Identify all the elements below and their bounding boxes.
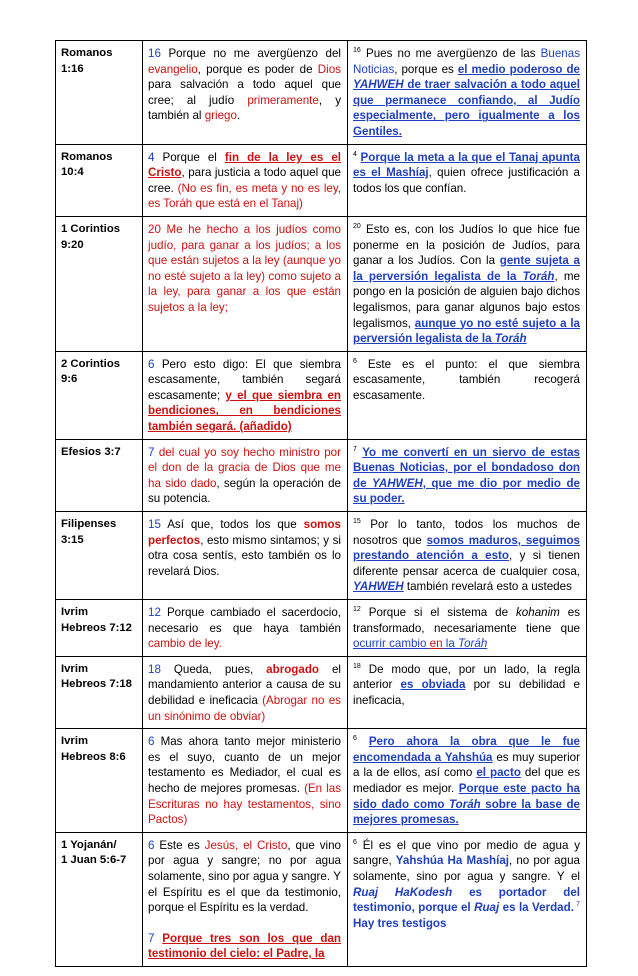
verse-reference-cell — [56, 512, 143, 600]
text-segment: también revelará esto a ustedes — [403, 580, 572, 594]
verse-reference-line: Romanos 10:4 — [61, 150, 113, 179]
verse-paragraph — [148, 46, 341, 124]
text-segment: De modo que, por un lado, la regla anterior — [353, 662, 580, 692]
text-segment: 7 — [148, 931, 163, 945]
text-segment: 6 — [148, 838, 160, 852]
text-segment: del que es mediador es mejor. — [353, 766, 581, 795]
text-segment: somos perfectos — [148, 518, 341, 547]
text-segment: , que me dio por medio de su poder. — [353, 476, 580, 506]
text-segment: , no por agua solamente, sino por agua y sangre. Y el — [353, 854, 580, 883]
nueva-traduccion-text-cell — [348, 216, 587, 351]
verse-reference-line: Hebreos 7:12 — [61, 621, 132, 634]
reina-valera-text-cell — [143, 144, 348, 216]
text-segment: , y si tienen diferente pensar acerca de cualquier cosa, — [353, 549, 580, 578]
text-segment: , y también al — [148, 93, 341, 123]
nueva-traduccion-text-cell — [348, 512, 587, 600]
reina-valera-text-cell — [143, 41, 348, 145]
text-segment: griego — [204, 109, 237, 123]
text-segment: Pero esto digo: El que siembra escasamente, también segará escasamente; — [148, 357, 342, 402]
verse-paragraph — [353, 150, 580, 197]
text-segment: es obviada — [400, 678, 466, 692]
text-segment: aunque yo no esté sujeto a la perversión legalista de la — [353, 316, 580, 346]
reina-valera-text-cell — [143, 832, 348, 966]
text-segment: primeramente — [247, 93, 319, 107]
text-segment: 12 — [148, 606, 167, 619]
text-segment: del cual yo soy hecho ministro por el don de la gracia de Dios que me ha sido dado — [148, 445, 341, 490]
verse-paragraph — [148, 734, 341, 828]
verse-number: 6 — [353, 838, 357, 846]
verse-number: 15 — [353, 518, 361, 526]
table-row — [56, 144, 587, 216]
nueva-traduccion-text-cell — [348, 832, 587, 966]
text-segment: es portador del testimonio, porque el — [353, 885, 580, 915]
text-segment: . — [236, 109, 241, 123]
table-row — [56, 832, 587, 966]
verse-number: 16 — [353, 47, 361, 55]
verse-paragraph — [353, 222, 580, 347]
table-row — [56, 729, 587, 833]
text-segment: , que vino por agua y sangre; no por agua solamente, sino por agua y sangre. Y el Espíritu es el que da testimonio, porque el Espíritu es la verdad. — [148, 838, 342, 915]
verse-reference-cell — [56, 656, 143, 728]
text-segment: (No es fin, es meta y no es ley, es Toráh que está en el Tanaj) — [148, 181, 341, 211]
text-segment: 4 — [148, 150, 163, 164]
text-segment: de traer salvación a todo aquel que permanece confiando, al Judío especialmente, pero igualmente a los Gentiles. — [353, 78, 580, 138]
verse-paragraph — [353, 838, 580, 932]
text-segment: en — [429, 637, 443, 651]
text-segment: es la Verdad. — [499, 901, 574, 915]
text-segment: por su debilidad e ineficacia, — [353, 678, 581, 707]
verse-paragraph — [353, 46, 580, 140]
verse-paragraph — [353, 734, 580, 828]
nueva-traduccion-text-cell — [348, 729, 587, 833]
verse-number: 6 — [353, 357, 357, 365]
text-segment: para salvación a todo aquel que cree; al judío — [148, 78, 341, 107]
verse-number: 7 — [573, 901, 580, 909]
text-segment: Toráh — [458, 637, 488, 651]
text-segment: , me pongo en la posición de alguien bajo dichos legalismos, para ganar algunos bajo estos legalismos, — [353, 269, 580, 330]
verse-reference-cell — [56, 144, 143, 216]
nueva-traduccion-text-cell — [348, 144, 587, 216]
verse-number: 7 — [353, 445, 357, 453]
text-segment: , porque es — [394, 62, 458, 76]
text-segment: YAHWEH — [353, 580, 404, 594]
text-segment: Porque la meta a la que el Tanaj apunta es el Mashíaj — [353, 150, 580, 180]
text-segment: Porque este pacto ha sido dado como — [353, 781, 580, 811]
text-segment: kohanim — [516, 606, 560, 619]
verse-paragraph — [148, 931, 341, 962]
text-segment: Queda, pues, — [173, 662, 267, 676]
reina-valera-text-cell — [143, 729, 348, 833]
verse-reference-line: Efesios 3:7 — [61, 445, 121, 458]
text-segment: Este es el punto: el que siembra escasamente, también recogerá escasamente. — [353, 357, 580, 402]
verse-reference-line: 1 Juan 5:6-7 — [61, 854, 127, 867]
verse-reference-line: Ivrim — [61, 606, 89, 618]
text-segment: Porque el — [162, 150, 225, 164]
table-row — [56, 600, 587, 657]
table-row — [56, 656, 587, 728]
text-segment: Toráh — [494, 332, 527, 346]
table-row — [56, 439, 587, 511]
text-segment: (Abrogar no es un sinónimo de obviar) — [148, 693, 341, 723]
nueva-traduccion-text-cell — [348, 600, 587, 657]
verse-reference-line: 1 Corintios — [61, 222, 120, 235]
verse-reference-cell — [56, 729, 143, 833]
verse-paragraph — [148, 605, 341, 652]
verse-paragraph — [148, 517, 341, 579]
text-segment: Yahshúa Ha Mashíaj — [395, 854, 510, 868]
text-segment: 6 — [148, 735, 161, 749]
table-row — [56, 351, 587, 439]
text-segment: Porque tres son los que dan testimonio del cielo: el Padre, la — [148, 931, 342, 961]
text-segment: Por lo tanto, todos los muchos de nosotros que — [353, 518, 580, 547]
text-segment: Este es — [159, 838, 205, 852]
verse-paragraph — [353, 445, 580, 507]
text-segment: , porque es poder de — [197, 62, 318, 76]
text-segment: Yo me convertí en un siervo de estas Buenas Noticias, por el bondadoso don de — [353, 445, 580, 490]
verse-reference-line: 2 Corintios 9:6 — [61, 357, 120, 386]
text-segment: Hay tres testigos — [353, 916, 447, 930]
verse-paragraph — [148, 445, 341, 507]
text-segment: Buenas Noticias — [353, 47, 580, 76]
text-segment: Mas ahora tanto mejor ministerio es el suyo, cuanto de un mejor testamento es Mediador, el cual es hecho de mejores promesas. — [148, 735, 342, 795]
verse-reference-line: Hebreos 8:6 — [61, 750, 126, 763]
verse-reference-cell — [56, 216, 143, 351]
text-segment: Toráh — [522, 269, 555, 283]
reina-valera-text-cell — [143, 512, 348, 600]
table-row — [56, 41, 587, 145]
text-segment: cambio de ley. — [148, 637, 222, 651]
verse-paragraph — [353, 357, 580, 404]
verse-number: 20 — [353, 223, 361, 231]
text-segment: abrogado — [266, 662, 319, 676]
text-segment: es transformado, necesariamente tiene que — [353, 606, 581, 635]
verse-reference-line: 1 Yojanán/ — [61, 838, 117, 851]
verse-number: 6 — [353, 735, 357, 743]
text-segment: YAHWEH — [353, 78, 404, 92]
text-segment: fin de la ley es el Cristo — [148, 150, 342, 180]
text-segment: el pacto — [476, 766, 521, 780]
verse-paragraph — [148, 838, 341, 916]
table-body — [56, 41, 587, 967]
text-segment: la — [442, 637, 459, 651]
verse-reference-cell — [56, 600, 143, 657]
text-segment: (En las Escrituras no hay testamentos, sino Pactos) — [148, 781, 341, 827]
verse-reference-line: Ivrim — [61, 662, 89, 675]
text-segment: ocurrir cambio — [353, 637, 430, 651]
text-segment: , quien ofrece justificación a todos los que confían. — [353, 166, 580, 195]
reina-valera-text-cell — [143, 600, 348, 657]
text-segment: el medio poderoso de — [457, 62, 580, 76]
text-segment: Esto es, con los Judíos lo que hice fue ponerme en la posición de Judíos, para ganar a los Judíos. Con la — [353, 222, 580, 268]
verse-number: 4 — [353, 150, 357, 158]
verse-reference-cell — [56, 439, 143, 511]
text-segment: , para justicia a todo aquel que cree. — [148, 166, 341, 195]
text-segment: Porque si el sistema de — [360, 606, 516, 619]
text-segment: Porque cambiado el sacerdocio, necesario es que haya también — [148, 606, 341, 635]
text-segment: Porque no me avergüenzo del — [168, 47, 341, 60]
table-row — [56, 216, 587, 351]
nueva-traduccion-text-cell — [348, 41, 587, 145]
reina-valera-text-cell — [143, 216, 348, 351]
text-segment: 18 — [148, 662, 174, 676]
verse-paragraph — [353, 605, 580, 652]
text-segment: 16 — [148, 47, 169, 60]
text-segment: y el que siembra en bendiciones, en bendiciones también segará. (añadido) — [148, 388, 341, 434]
verse-reference-line: Hebreos 7:18 — [61, 678, 132, 691]
text-segment: 15 — [148, 518, 168, 532]
text-segment: , esto mismo sintamos; y si otra cosa sentís, esto también os lo revelará Dios. — [148, 533, 341, 578]
text-segment: 6 — [148, 357, 162, 371]
verse-paragraph — [148, 222, 341, 316]
verse-paragraph — [148, 357, 341, 435]
verse-paragraph — [353, 662, 580, 709]
verse-number: 18 — [353, 662, 361, 670]
text-segment: 7 — [148, 445, 159, 459]
text-segment: YAHWEH — [372, 476, 423, 490]
text-segment: gente sujeta a la perversión legalista de la — [353, 254, 580, 283]
nueva-traduccion-text-cell — [348, 351, 587, 439]
text-segment — [357, 735, 369, 748]
reina-valera-text-cell — [143, 656, 348, 728]
reina-valera-text-cell — [143, 439, 348, 511]
verse-reference-cell — [56, 832, 143, 966]
reina-valera-text-cell — [143, 351, 348, 439]
text-segment: Pero ahora la obra que le fue encomendada a Yahshúa — [353, 735, 580, 764]
verse-paragraph — [353, 517, 580, 595]
text-segment: Él es el que vino por medio de agua y sangre, — [353, 838, 580, 868]
text-segment: 20 Me he hecho a los judíos como judío, para ganar a los judíos; a los que están sujetos a la ley (aunque yo no esté sujeto a la ley) como sujeto a la ley, para ganar a los que están sujetos a la ley; — [148, 222, 341, 314]
nueva-traduccion-text-cell — [348, 656, 587, 728]
nueva-traduccion-text-cell — [348, 439, 587, 511]
text-segment: Pues no me avergüenzo de las — [360, 47, 541, 60]
verse-reference-line: 9:20 — [61, 238, 84, 251]
text-segment: somos maduros, seguimos prestando atención a esto — [353, 533, 580, 563]
verse-paragraph — [148, 662, 341, 724]
text-segment: el mandamiento anterior a causa de su debilidad e ineficacia — [148, 662, 341, 707]
text-segment: Ruaj — [474, 901, 500, 915]
text-segment: Ruaj HaKodesh — [353, 885, 453, 899]
verse-reference-line: Filipenses 3:15 — [61, 518, 117, 546]
verse-reference-cell — [56, 41, 143, 145]
text-segment: sobre la base de mejores promesas. — [353, 797, 580, 827]
verse-reference-line: Romanos 1:16 — [61, 47, 113, 75]
verse-comparison-table — [55, 40, 587, 967]
text-segment: Dios — [317, 62, 341, 76]
verse-reference-line: Ivrim — [61, 735, 89, 748]
text-segment: Toráh — [448, 797, 481, 811]
verse-number: 12 — [353, 606, 361, 614]
table-row — [56, 512, 587, 600]
text-segment: evangelio — [148, 62, 198, 76]
text-segment: , según la operación de su potencia. — [148, 476, 341, 506]
text-segment: es muy superior a la de ellos, así como — [353, 750, 580, 780]
text-segment: Así que, todos los que — [167, 518, 304, 532]
text-segment: Jesús, el Cristo — [204, 838, 288, 852]
verse-reference-cell — [56, 351, 143, 439]
verse-paragraph — [148, 150, 341, 212]
